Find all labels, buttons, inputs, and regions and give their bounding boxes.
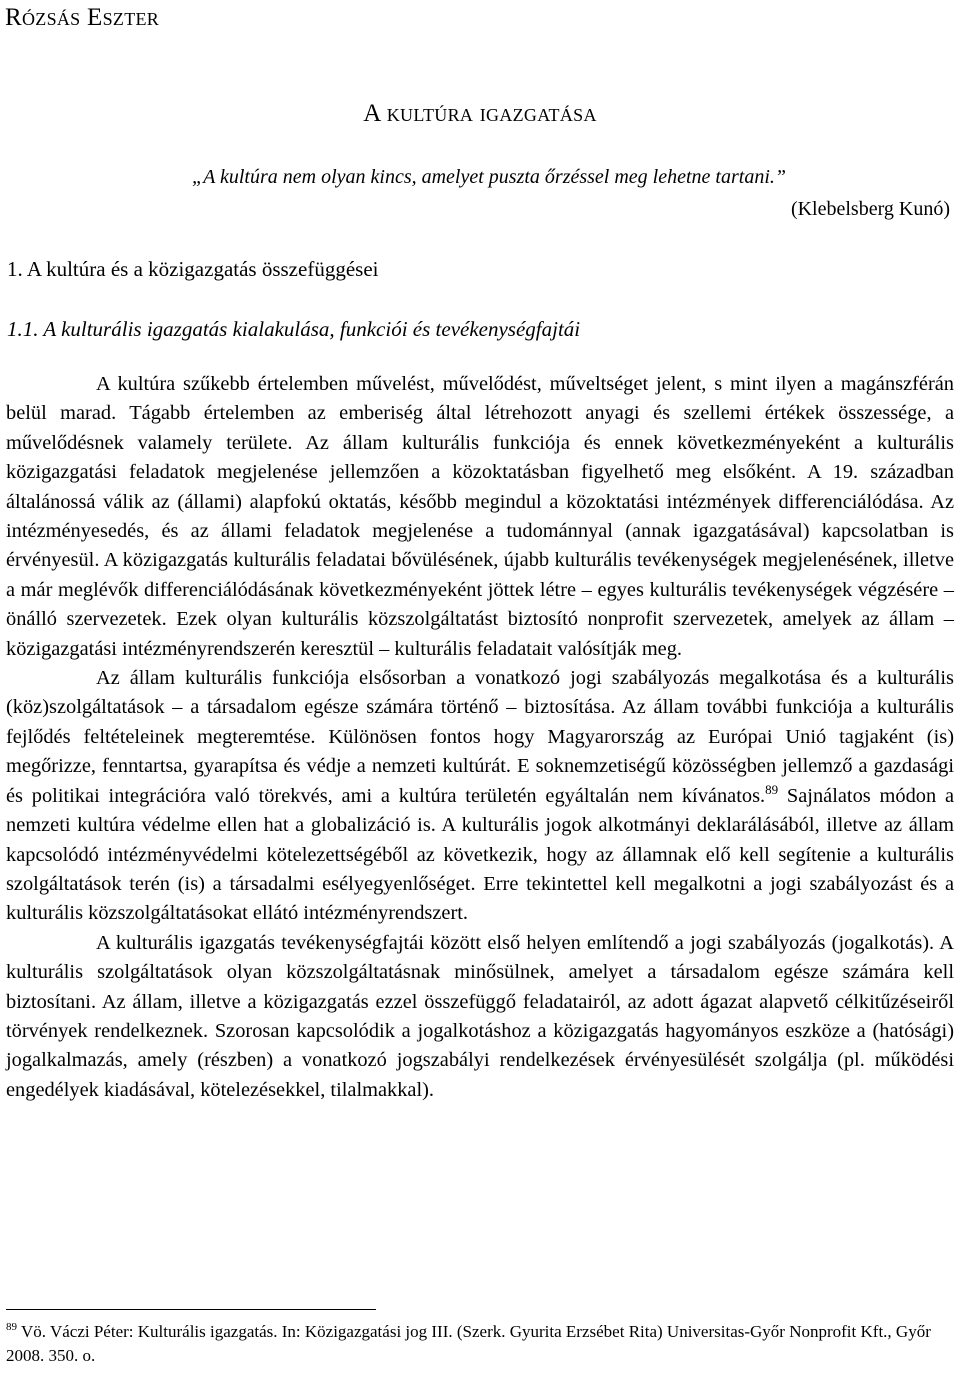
footnote-number: 89 [6, 1321, 17, 1333]
paragraph-2-part-a: Az állam kulturális funkciója elsősorban a vonatkozó jogi szabályozás megalkotása és a kulturális (köz)szolgáltatások – a társadalom egésze számára történő – biztosítása. Az állam további funkciója a kulturális fejlődés feltételeinek megteremtése. Különösen fontos hogy Magyarország az Európai Unió tagjaként (is) megőrizze, fenntartsa, gyarapítsa és védje a nemzeti kultúrát. E soknemzetiségű közösségben jellemző a gazdasági és politikai integrációra való törekvés, ami a kultúra területén egyáltalán nem kívánatos. [6, 667, 954, 807]
paragraph-2-part-b: Sajnálatos módon a nemzeti kultúra védelme ellen hat a globalizáció is. A kulturális jogok alkotmányi deklarálásából, illetve az állam kapcsolódó intézményvédelmi kötelezettségéből az következik, hogy az államnak elő kell segítenie a kulturális szolgáltatások terén (is) a társadalmi esélyegyenlőséget. Erre tekintettel kell megalkotni a jogi szabályozást és a kulturális közszolgáltatásokat ellátó intézményrendszert. [6, 784, 954, 925]
motto-author: (Klebelsberg Kunó) [790, 198, 950, 220]
chapter-title: A kultúra igazgatása [363, 100, 597, 127]
paragraph-2 [6, 664, 954, 929]
footnote [6, 1320, 954, 1368]
footnote-text: Vö. Váczi Péter: Kulturális igazgatás. In: Közigazgatási jog III. (Szerk. Gyurita Erzsébet Rita) Universitas-Győr Nonprofit Kft., Győr 2008. 350. o. [6, 1322, 931, 1365]
footnote-reference[interactable]: 89 [765, 781, 779, 797]
paragraph-1: A kultúra szűkebb értelemben művelést, művelődést, műveltséget jelent, s mint ilyen a magánszférán belül marad. Tágabb értelemben az emberiség által létrehozott anyagi és szellemi értékek összessége, a művelődésnek valamely területe. Az állam kulturális funkciója és ennek következményeként a kulturális közigazgatási feladatok megjelenése jellemzően a közoktatásban figyelhető meg elsőként. A 19. században általánossá válik az (állami) alapfokú oktatás, később megindul a közoktatási intézmények differenciálódása. Az intézményesedés, és az állami feladatok megjelenése a tudománnyal (annak igazgatásával) kapcsolatban is érvényesül. A közigazgatás kulturális feladatai bővülésének, újabb kulturális tevékenységek megjelenésének, illetve a már meglévők differenciálódásának következményeként jöttek létre – egyes kulturális tevékenységek végzésére – önálló szervezetek. Ezek olyan kulturális közszolgáltatást biztosító nonprofit szervezetek, amelyek az állam – közigazgatási intézményrendszerén keresztül – kulturális feladatait valósítják meg. [6, 373, 954, 660]
section-heading-1: 1. A kultúra és a közigazgatás összefüggései [7, 257, 379, 281]
author-name: Rózsás Eszter [5, 4, 160, 31]
footnote-separator [6, 1309, 376, 1310]
section-heading-1-1: 1.1. A kulturális igazgatás kialakulása, funkciói és tevékenységfajtái [7, 317, 581, 341]
paragraph-3: A kulturális igazgatás tevékenységfajtái között első helyen említendő a jogi szabályozás (jogalkotás). A kulturális szolgáltatások olyan közszolgáltatásnak minősülnek, amelyet a társadalom egésze számára kell biztosítani. Az állam, illetve a közigazgatás ezzel összefüggő feladatairól, az adott ágazat alapvető célkitűzéseiről törvények rendelkeznek. Szorosan kapcsolódik a jogalkotáshoz a közigazgatás hagyományos eszköze a (hatósági) jogalkalmazás, amely (részben) a vonatkozó jogszabályi rendelkezések érvényesülését szolgálja (pl. működési engedélyek kiadásával, kötelezésekkel, tilalmakkal). [6, 931, 954, 1101]
body-text [6, 370, 954, 1105]
motto-quote: „A kultúra nem olyan kincs, amelyet puszta őrzéssel meg lehetne tartani.” [192, 166, 786, 188]
